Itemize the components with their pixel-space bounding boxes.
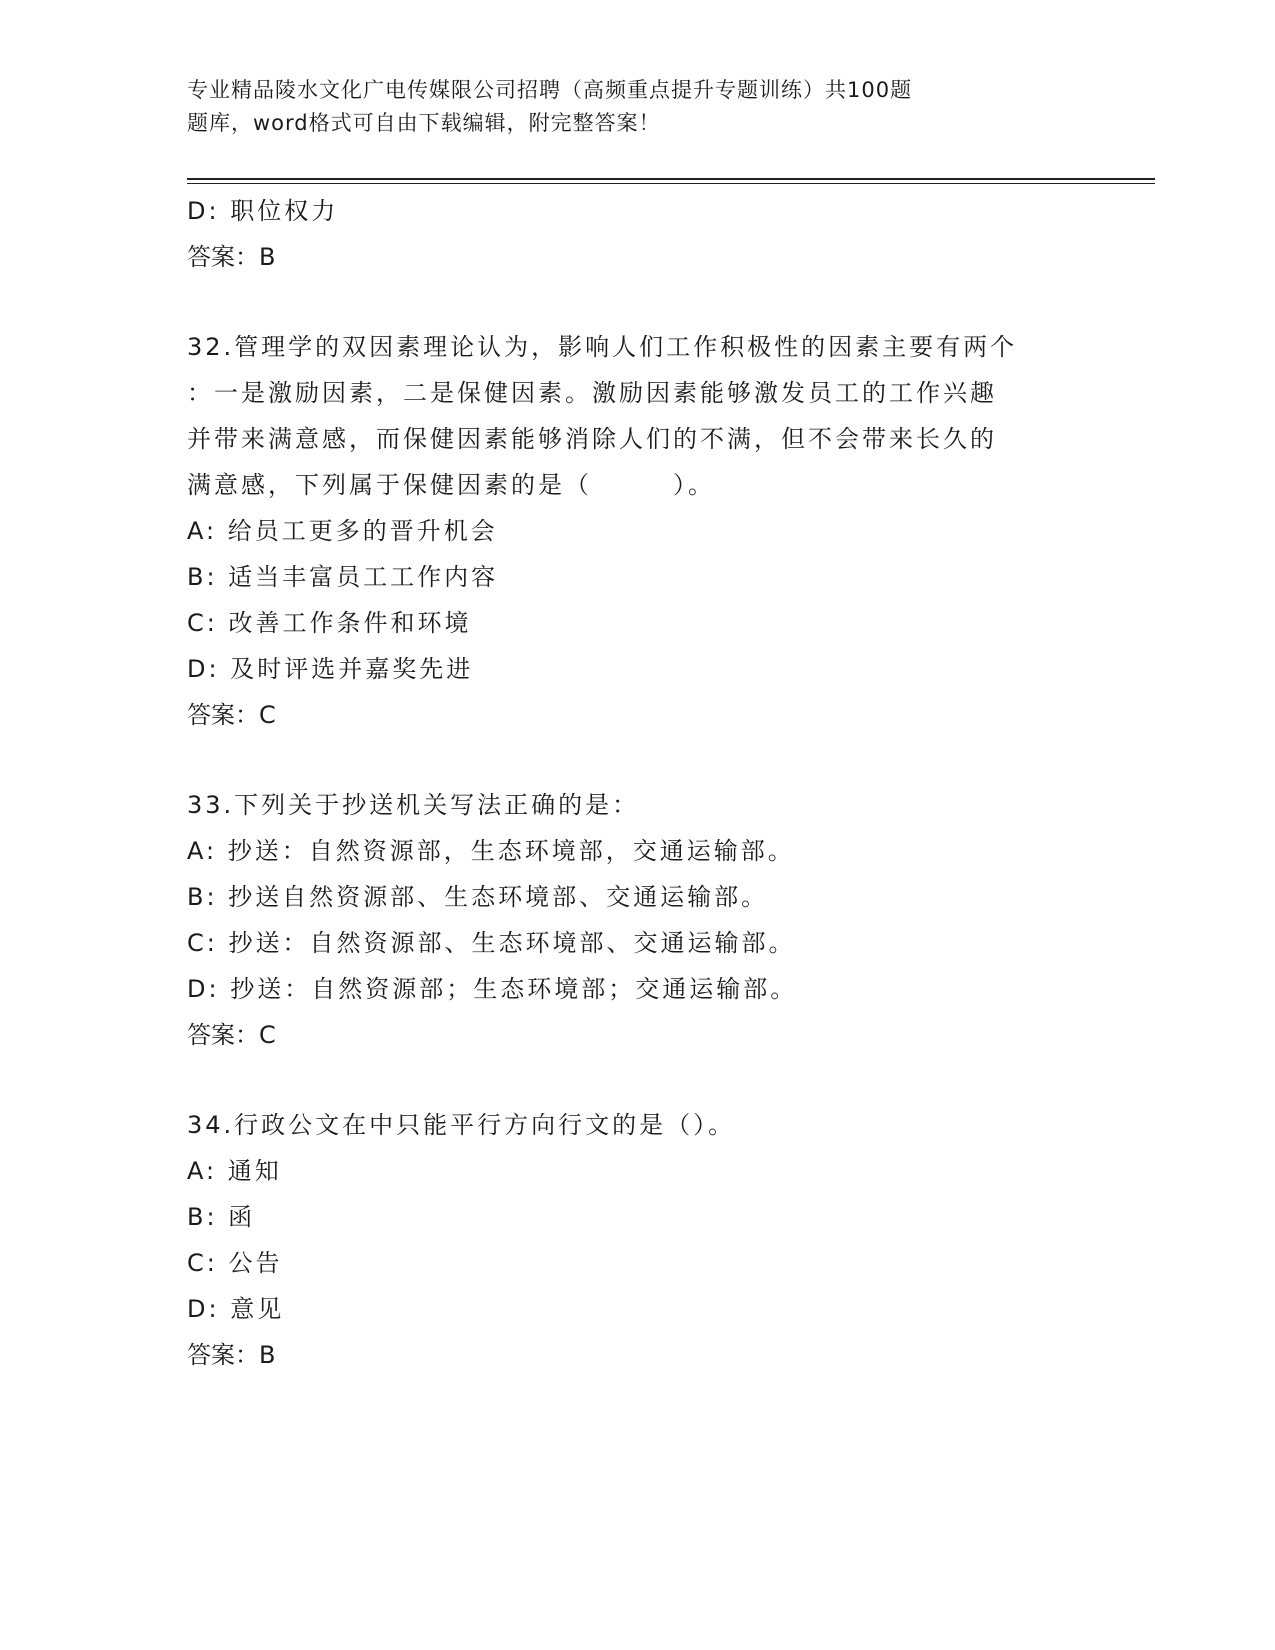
spacer (187, 280, 1087, 324)
spacer (187, 1058, 1087, 1102)
question-32 (187, 324, 1087, 738)
answer: 答案：C (187, 1021, 276, 1049)
option-a: A: 给员工更多的晋升机会 (187, 517, 498, 545)
option-d: D: 抄送：自然资源部；生态环境部；交通运输部。 (187, 975, 798, 1003)
header-title-line-1: 专业精品陵水文化广电传媒限公司招聘（高频重点提升专题训练）共100题 (187, 78, 913, 102)
question-33 (187, 782, 1087, 1058)
question-stem: 34.行政公文在中只能平行方向行文的是（）。 (187, 1111, 736, 1139)
question-stem-line: 32.管理学的双因素理论认为，影响人们工作积极性的因素主要有两个 (187, 333, 1018, 361)
spacer (187, 738, 1087, 782)
question-stem-line: 并带来满意感，而保健因素能够消除人们的不满，但不会带来长久的 (187, 425, 997, 453)
option-d: D: 意见 (187, 1295, 285, 1323)
question-34 (187, 1102, 1087, 1378)
header-divider-thick (187, 178, 1155, 180)
question-stem-line: ：一是激励因素，二是保健因素。激励因素能够激发员工的工作兴趣 (187, 379, 997, 407)
option-c: C: 抄送：自然资源部、生态环境部、交通运输部。 (187, 929, 796, 957)
answer: 答案：B (187, 243, 276, 271)
question-stem: 33.下列关于抄送机关写法正确的是： (187, 791, 640, 819)
answer: 答案：B (187, 1341, 276, 1369)
option-d: D: 职位权力 (187, 197, 339, 225)
document-header (187, 74, 1047, 140)
question-content (187, 188, 1087, 1378)
option-a: A: 抄送：自然资源部，生态环境部，交通运输部。 (187, 837, 795, 865)
option-c: C: 改善工作条件和环境 (187, 609, 472, 637)
question-stem-line: 满意感，下列属于保健因素的是（ ）。 (187, 471, 715, 499)
option-d: D: 及时评选并嘉奖先进 (187, 655, 474, 683)
option-b: B: 抄送自然资源部、生态环境部、交通运输部。 (187, 883, 769, 911)
option-b: B: 适当丰富员工工作内容 (187, 563, 499, 591)
header-title-line-2: 题库，word格式可自由下载编辑，附完整答案！ (187, 111, 661, 135)
answer: 答案：C (187, 701, 276, 729)
option-c: C: 公告 (187, 1249, 283, 1277)
option-b: B: 函 (187, 1203, 256, 1231)
header-divider-thin (187, 183, 1155, 184)
option-a: A: 通知 (187, 1157, 282, 1185)
question-31-tail (187, 188, 1087, 280)
